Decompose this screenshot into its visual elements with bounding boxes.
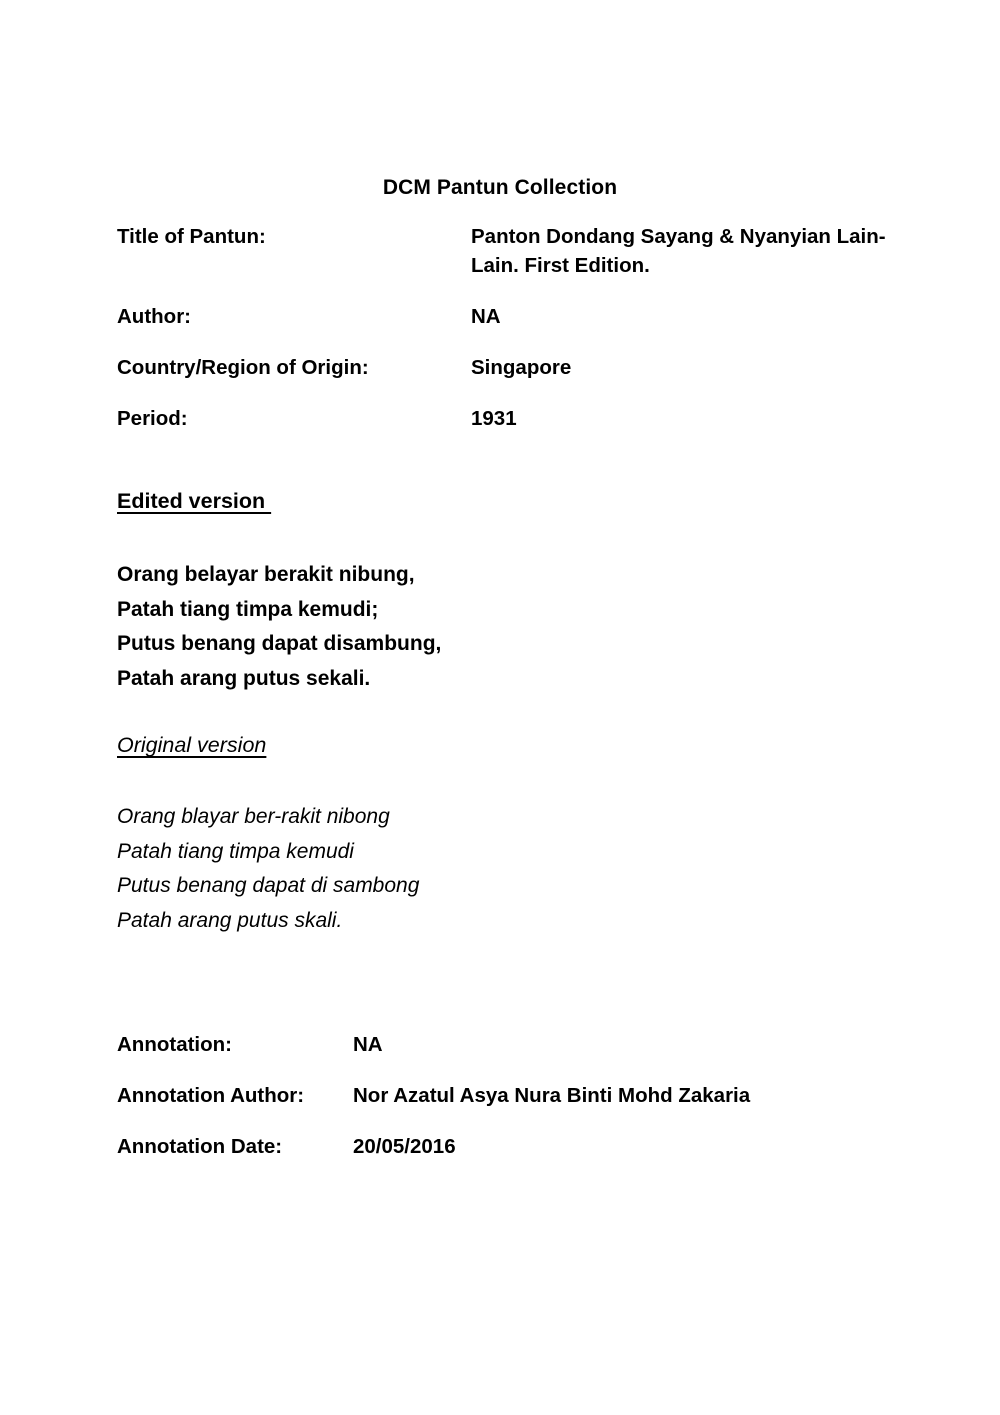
metadata-label-author: Author: bbox=[117, 305, 192, 328]
edited-verse-line-4: Patah arang putus sekali. bbox=[117, 666, 371, 690]
metadata-value-title: Panton Dondang Sayang & Nyanyian Lain-Lain. First Edition. bbox=[471, 225, 886, 277]
annotation-label-annotation: Annotation: bbox=[117, 1033, 232, 1056]
original-version-verse bbox=[117, 800, 419, 938]
edited-verse-line-1: Orang belayar berakit nibung, bbox=[117, 563, 415, 586]
annotation-value-annotation: NA bbox=[353, 1033, 383, 1056]
metadata-row-title bbox=[117, 222, 917, 280]
metadata-label-country: Country/Region of Origin: bbox=[117, 356, 369, 379]
document-title: DCM Pantun Collection bbox=[382, 176, 618, 199]
metadata-table bbox=[117, 222, 917, 433]
metadata-label-title: Title of Pantun: bbox=[117, 225, 266, 248]
metadata-value-country: Singapore bbox=[471, 356, 572, 379]
metadata-row-country bbox=[117, 353, 917, 382]
annotation-value-author: Nor Azatul Asya Nura Binti Mohd Zakaria bbox=[353, 1084, 751, 1107]
original-verse-line-3: Putus benang dapat di sambong bbox=[117, 874, 420, 897]
original-verse-line-1: Orang blayar ber-rakit nibong bbox=[117, 805, 390, 828]
edited-version-heading: Edited version bbox=[117, 489, 272, 513]
annotation-value-date: 20/05/2016 bbox=[353, 1135, 456, 1158]
annotation-label-date: Annotation Date: bbox=[117, 1135, 283, 1158]
metadata-row-author bbox=[117, 302, 917, 331]
edited-verse-line-2: Patah tiang timpa kemudi; bbox=[117, 597, 379, 621]
original-verse-line-4: Patah arang putus skali. bbox=[117, 908, 343, 932]
metadata-label-period: Period: bbox=[117, 407, 188, 430]
original-verse-line-2: Patah tiang timpa kemudi bbox=[117, 839, 354, 863]
metadata-value-period: 1931 bbox=[471, 407, 517, 430]
annotation-row-annotation bbox=[117, 1030, 917, 1059]
annotation-row-date bbox=[117, 1132, 917, 1161]
annotation-row-author bbox=[117, 1081, 917, 1110]
metadata-row-period bbox=[117, 404, 917, 433]
metadata-value-author: NA bbox=[471, 305, 501, 328]
annotation-label-author: Annotation Author: bbox=[117, 1084, 305, 1107]
edited-verse-line-3: Putus benang dapat disambung, bbox=[117, 632, 442, 655]
annotation-table bbox=[117, 1030, 917, 1161]
original-version-heading: Original version bbox=[117, 733, 267, 757]
edited-version-verse bbox=[117, 558, 441, 696]
